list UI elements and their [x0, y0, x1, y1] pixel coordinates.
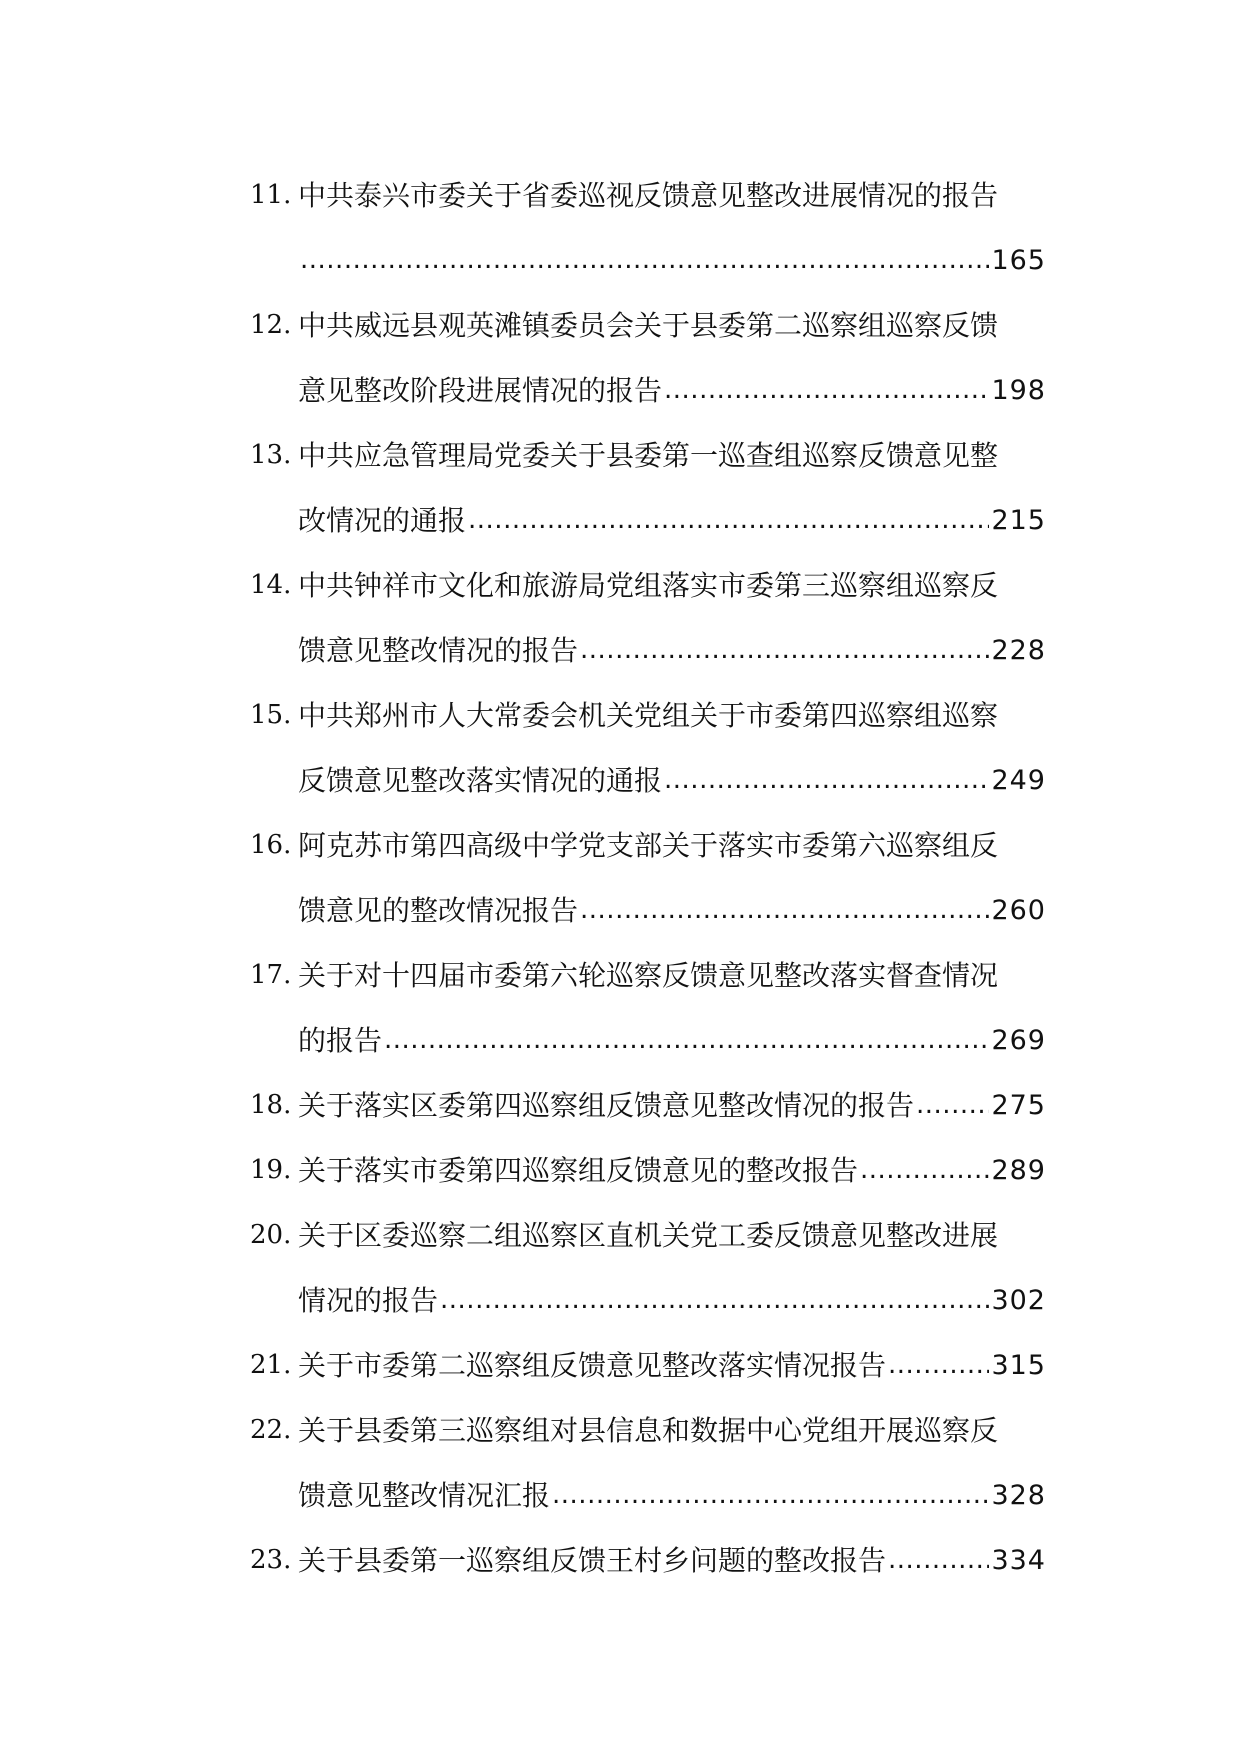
dot-leader — [664, 358, 989, 423]
page-number: 334 — [991, 1545, 1046, 1576]
toc-line — [0, 228, 1240, 293]
entry-title-cont: 改情况的通报 — [298, 504, 467, 537]
entry-number: 17. — [250, 960, 292, 990]
dot-leader — [916, 1073, 989, 1138]
dot-leader — [384, 1008, 989, 1073]
entry-title: 关于县委第三巡察组对县信息和数据中心党组开展巡察反 — [298, 1414, 999, 1447]
entry-title: 关于县委第一巡察组反馈王村乡问题的整改报告 — [298, 1544, 887, 1577]
toc-line — [0, 163, 1240, 228]
entry-title: 中共威远县观英滩镇委员会关于县委第二巡察组巡察反馈 — [298, 309, 999, 342]
entry-number: 12. — [250, 310, 292, 340]
toc-line — [0, 1073, 1240, 1138]
toc-line — [0, 748, 1240, 813]
entry-number: 19. — [250, 1155, 292, 1185]
toc-entry-12[interactable] — [0, 293, 1240, 423]
page-number: 289 — [991, 1155, 1046, 1186]
toc-line — [0, 358, 1240, 423]
entry-title-cont: 馈意见整改情况汇报 — [298, 1479, 551, 1512]
entry-number: 13. — [250, 440, 292, 470]
toc-line — [0, 878, 1240, 943]
entry-number: 23. — [250, 1545, 292, 1575]
toc-line — [0, 293, 1240, 358]
toc-line — [0, 553, 1240, 618]
entry-number: 11. — [250, 180, 292, 210]
toc-line — [0, 943, 1240, 1008]
entry-title: 关于区委巡察二组巡察区直机关党工委反馈意见整改进展 — [298, 1219, 999, 1252]
toc-entry-16[interactable] — [0, 813, 1240, 943]
toc-line — [0, 488, 1240, 553]
entry-number: 21. — [250, 1350, 292, 1380]
toc-entry-11[interactable] — [0, 163, 1240, 293]
page-number: 302 — [991, 1285, 1046, 1316]
entry-title: 中共泰兴市委关于省委巡视反馈意见整改进展情况的报告 — [298, 179, 999, 212]
entry-number: 22. — [250, 1415, 292, 1445]
entry-title: 关于市委第二巡察组反馈意见整改落实情况报告 — [298, 1349, 887, 1382]
entry-title: 中共应急管理局党委关于县委第一巡查组巡察反馈意见整 — [298, 439, 999, 472]
entry-title-cont: 的报告 — [298, 1024, 383, 1057]
entry-title-cont: 情况的报告 — [298, 1284, 439, 1317]
toc-entry-15[interactable] — [0, 683, 1240, 813]
entry-number: 14. — [250, 570, 292, 600]
toc-entry-13[interactable] — [0, 423, 1240, 553]
entry-number: 18. — [250, 1090, 292, 1120]
page-number: 249 — [991, 765, 1046, 796]
toc-entry-14[interactable] — [0, 553, 1240, 683]
page-number: 260 — [991, 895, 1046, 926]
toc-line — [0, 813, 1240, 878]
dot-leader — [860, 1138, 989, 1203]
entry-title-cont: 馈意见整改情况的报告 — [298, 634, 579, 667]
entry-title: 关于落实市委第四巡察组反馈意见的整改报告 — [298, 1154, 859, 1187]
dot-leader — [440, 1268, 989, 1333]
toc-entry-20[interactable] — [0, 1203, 1240, 1333]
toc-line — [0, 1528, 1240, 1593]
dot-leader — [888, 1528, 989, 1593]
entry-title-cont: 馈意见的整改情况报告 — [298, 894, 579, 927]
dot-leader — [664, 748, 989, 813]
dot-leader — [580, 878, 989, 943]
toc-line — [0, 618, 1240, 683]
toc-entry-21[interactable] — [0, 1333, 1240, 1398]
entry-number: 20. — [250, 1220, 292, 1250]
page-number: 198 — [991, 375, 1046, 406]
toc-line — [0, 1398, 1240, 1463]
page-number: 275 — [991, 1090, 1046, 1121]
toc-line — [0, 1268, 1240, 1333]
toc-entry-19[interactable] — [0, 1138, 1240, 1203]
page-number: 165 — [991, 245, 1046, 276]
toc-line — [0, 423, 1240, 488]
table-of-contents — [0, 163, 1240, 1593]
toc-line — [0, 1203, 1240, 1268]
entry-title: 阿克苏市第四高级中学党支部关于落实市委第六巡察组反 — [298, 829, 999, 862]
toc-line — [0, 1333, 1240, 1398]
entry-title-cont: 意见整改阶段进展情况的报告 — [298, 374, 663, 407]
page-number: 228 — [991, 635, 1046, 666]
entry-number: 16. — [250, 830, 292, 860]
entry-title-cont: 反馈意见整改落实情况的通报 — [298, 764, 663, 797]
entry-title: 中共郑州市人大常委会机关党组关于市委第四巡察组巡察 — [298, 699, 999, 732]
entry-number: 15. — [250, 700, 292, 730]
toc-line — [0, 1008, 1240, 1073]
entry-title: 中共钟祥市文化和旅游局党组落实市委第三巡察组巡察反 — [298, 569, 999, 602]
toc-line — [0, 1463, 1240, 1528]
dot-leader — [888, 1333, 989, 1398]
toc-line — [0, 1138, 1240, 1203]
page-number: 328 — [991, 1480, 1046, 1511]
toc-entry-18[interactable] — [0, 1073, 1240, 1138]
page-number: 315 — [991, 1350, 1046, 1381]
toc-entry-23[interactable] — [0, 1528, 1240, 1593]
entry-title: 关于对十四届市委第六轮巡察反馈意见整改落实督查情况 — [298, 959, 999, 992]
dot-leader — [468, 488, 989, 553]
page-number: 269 — [991, 1025, 1046, 1056]
dot-leader — [552, 1463, 989, 1528]
toc-entry-22[interactable] — [0, 1398, 1240, 1528]
dot-leader — [580, 618, 989, 683]
page-number: 215 — [991, 505, 1046, 536]
toc-line — [0, 683, 1240, 748]
dot-leader — [300, 228, 989, 293]
toc-entry-17[interactable] — [0, 943, 1240, 1073]
entry-title: 关于落实区委第四巡察组反馈意见整改情况的报告 — [298, 1089, 915, 1122]
